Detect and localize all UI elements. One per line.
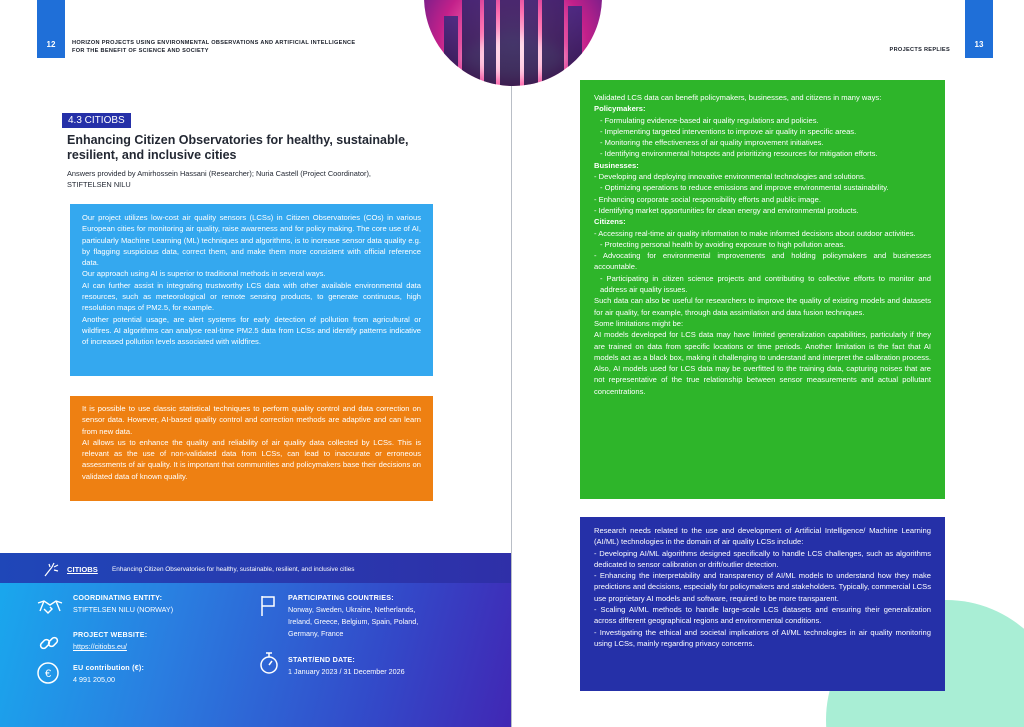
- coordinating-entity-label: COORDINATING ENTITY:: [73, 593, 163, 602]
- countries-label: PARTICIPATING COUNTRIES:: [288, 593, 394, 602]
- handshake-icon: [36, 597, 64, 617]
- project-acronym: CITIOBS: [67, 565, 98, 574]
- eu-contribution-value: 4 991 205,00: [73, 675, 115, 684]
- page-number-right: 13: [974, 40, 984, 49]
- link-icon: [38, 632, 60, 654]
- running-title-right: PROJECTS REPLIES: [889, 47, 950, 53]
- green-text-box: Validated LCS data can benefit policymakers, businesses, and citizens in many ways: Policymakers: - Formulating evidence-based air quality regulations and policies. - Implementing targeted interventions to improve air quality in specific areas. - Monitoring the effectiveness of air quality improvement initiatives. - Identifying environmental hotspots and prioritizing resources for mitigation efforts. Businesses: - Developing and deploying innovative environmental technologies and solutions. - Optimizing operations to reduce emissions and improve environmental sustainability. - Enhancing corporate social responsibility efforts and public image. - Identifying market opportunities for clean energy and environmental products. Citizens: - Accessing real-time air quality information to make informed decisions about outdoor activities. - Protecting personal health by avoiding exposure to high pollution areas. - Advocating for environmental improvements and holding policymakers and businesses accountable. - Participating in citizen science projects and contributing to collective efforts to monitor and address air quality issues. Such data can also be useful for researchers to improve the quality of existing models and datasets for air quality, for example, through data assimilation and data fusion techniques. Some limitations might be: AI models developed for LCS data may have limited generalization capabilities, particularly if they are trained on data from specific locations or time periods. Another limitation is the fact that AI models act as a black box, making it challenging to understand and interpret the calibration process. Also, AI models used for LCS data may be overfitted to the training data, capturing noises that are not representative of the true relationship between sensor measurements and actual pollutant concentrations.: [580, 80, 945, 499]
- page-number-left: 12: [46, 40, 56, 49]
- sparkle-icon: [42, 561, 60, 577]
- dates-value: 1 January 2023 / 31 December 2026: [288, 667, 405, 676]
- euro-icon: [36, 661, 60, 685]
- dates-label: START/END DATE:: [288, 655, 356, 664]
- orange-text-box: It is possible to use classic statistical techniques to perform quality control and data correction on sensor data. However, AI-based quality control and correction methods are adaptive and can learn from new data. AI allows us to enhance the quality and reliability of air quality data collected by LCSs. This is relevant as the use of non-validated data from LCSs, can lead to inaccurate or erroneous assessments of air quality. It is important that communities and policymakers base their decisions on validated data of known quality.: [70, 396, 433, 501]
- stopwatch-icon: [258, 651, 280, 675]
- website-label: PROJECT WEBSITE:: [73, 630, 148, 639]
- coordinating-entity-value: STIFTELSEN NILU (NORWAY): [73, 605, 174, 614]
- project-full-name: Enhancing Citizen Observatories for healthy, sustainable, resilient, and inclusive cities: [112, 566, 355, 573]
- section-tag: 4.3 CITIOBS: [62, 113, 131, 128]
- answers-credit: Answers provided by Amirhossein Hassani (Researcher); Nuria Castell (Project Coordinator), STIFTELSEN NILU: [67, 169, 371, 189]
- project-info-band: [0, 553, 511, 727]
- website-link[interactable]: https://citiobs.eu/: [73, 642, 127, 651]
- city-skyline-image: [424, 0, 602, 86]
- eu-contribution-label: EU contribution (€):: [73, 663, 145, 672]
- page-number-tab-left: [37, 0, 65, 58]
- countries-value: Norway, Sweden, Ukraine, Netherlands, Ireland, Greece, Belgium, Spain, Poland, Germany, France: [288, 605, 419, 638]
- section-title: Enhancing Citizen Observatories for healthy, sustainable, resilient, and inclusive cities: [67, 133, 409, 162]
- flag-icon: [260, 595, 276, 617]
- navy-text-box: Research needs related to the use and development of Artificial Intelligence/ Machine Learning (AI/ML) technologies in the domain of air quality LCSs include: - Developing AI/ML algorithms designed specifically to handle LCS challenges, such as algorithms dedicated to sensor calibration or drift/outlier detection. - Enhancing the interpretability and transparency of AI/ML models to understand how they make predictions and decisions, especially for policymakers and stakeholders. Typically, commercial LCSs use proprietary AI models and software, required to be more transparent. - Scaling AI/ML methods to handle large-scale LCS datasets and ensuring their generalization across different geographical regions and environmental conditions. - Investigating the ethical and societal implications of AI/ML technologies in air quality monitoring using LCSs, mainly regarding privacy concerns.: [580, 517, 945, 691]
- page-number-tab-right: [965, 0, 993, 58]
- book-spine: [511, 0, 512, 727]
- svg-text:€: €: [44, 668, 52, 680]
- running-title: HORIZON PROJECTS USING ENVIRONMENTAL OBSERVATIONS AND ARTIFICIAL INTELLIGENCE FOR THE BENEFIT OF SCIENCE AND SOCIETY: [72, 40, 356, 54]
- blue-text-box: Our project utilizes low-cost air quality sensors (LCSs) in Citizen Observatories (COs) in various European cities for monitoring air quality, raise awareness and for policy making. The core use of AI, particularly Machine Learning (ML) techniques and algorithms, is to increase sensor data quality e.g. by flagging suspicious data, correct them, and make them more consistent with official reference data. Our approach using AI is superior to traditional methods in several ways. AI can further assist in integrating trustworthy LCS data with other available environmental data resources, such as meteorological or remote sensing products, to generate continuous, high resolution maps of PM2.5, for example. Another potential usage, are alert systems for early detection of pollution from agricultural or wildfires. AI algorithms can analyse real-time PM2.5 data from LCSs and identify patterns indicative of increased pollution levels associated with wildfires.: [70, 204, 433, 376]
